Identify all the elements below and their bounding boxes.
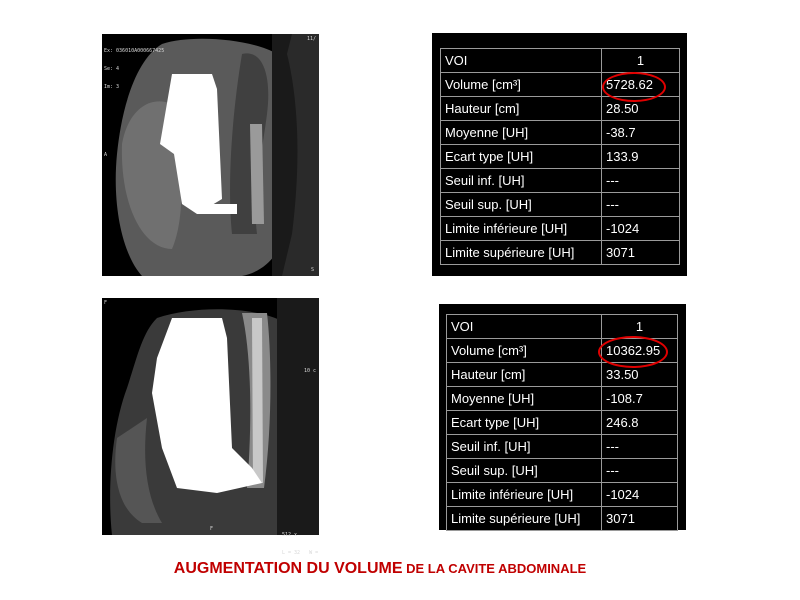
- table-row: [441, 217, 680, 241]
- row-label: Seuil sup. [UH]: [441, 193, 602, 217]
- row-label: Volume [cm³]: [441, 73, 602, 97]
- row-value: 5728.62: [602, 73, 680, 97]
- table-row: [441, 121, 680, 145]
- scan-overlay-line: Se: 4: [104, 66, 120, 72]
- table-row: [441, 169, 680, 193]
- row-value: -38.7: [602, 121, 680, 145]
- row-value: -108.7: [602, 387, 678, 411]
- row-label: Limite supérieure [UH]: [441, 241, 602, 265]
- row-label: Seuil inf. [UH]: [447, 435, 602, 459]
- row-label: Seuil sup. [UH]: [447, 459, 602, 483]
- scan-overlay-line: Im: 3: [104, 84, 120, 90]
- row-value: 246.8: [602, 411, 678, 435]
- table-row: [447, 507, 678, 531]
- table-row: [447, 459, 678, 483]
- row-value: ---: [602, 459, 678, 483]
- row-value: -1024: [602, 483, 678, 507]
- ct-scan-bottom-image: [102, 298, 319, 535]
- table-row: [447, 411, 678, 435]
- scan-side-label: F: [210, 526, 214, 532]
- scan-side-label: A: [104, 152, 108, 158]
- table-row: [441, 145, 680, 169]
- row-value: 3071: [602, 241, 680, 265]
- table-row: [447, 435, 678, 459]
- scan-overlay-line: Ex: 036010A000667425: [104, 48, 165, 54]
- table-row: [447, 483, 678, 507]
- ct-scan-top: [102, 34, 319, 276]
- scan-side-label: 11/: [307, 36, 317, 42]
- ct-scan-bottom: [102, 298, 319, 556]
- row-label: Limite inférieure [UH]: [441, 217, 602, 241]
- table-row: [447, 387, 678, 411]
- row-label: Ecart type [UH]: [441, 145, 602, 169]
- row-label: Moyenne [UH]: [447, 387, 602, 411]
- scan-readout-line: L = 32 W =: [282, 550, 319, 556]
- row-value: 133.9: [602, 145, 680, 169]
- caption-main: AUGMENTATION DU VOLUME: [173, 560, 403, 577]
- row-value: 28.50: [602, 97, 680, 121]
- table-row: [441, 193, 680, 217]
- table-header-label: VOI: [441, 49, 602, 73]
- scan-overlay-text: [104, 36, 164, 102]
- table-row: [441, 241, 680, 265]
- table-header-row: [447, 315, 678, 339]
- row-value: 10362.95: [602, 339, 678, 363]
- scan-readout-line: 512 x: [282, 532, 298, 538]
- row-label: Hauteur [cm]: [447, 363, 602, 387]
- volume-highlight-circle: [598, 336, 668, 368]
- scan-side-label: S: [311, 267, 315, 273]
- table-header-value: 1: [602, 315, 678, 339]
- row-label: Limite inférieure [UH]: [447, 483, 602, 507]
- row-value: ---: [602, 169, 680, 193]
- row-value: 33.50: [602, 363, 678, 387]
- volume-highlight-circle: [602, 72, 666, 102]
- row-label: Moyenne [UH]: [441, 121, 602, 145]
- row-label: Seuil inf. [UH]: [441, 169, 602, 193]
- table-header-row: [441, 49, 680, 73]
- row-value: ---: [602, 193, 680, 217]
- scan-side-label: F: [104, 300, 108, 306]
- table-header-value: 1: [602, 49, 680, 73]
- scan-side-label: 10 c: [304, 368, 317, 374]
- caption-secondary: DE LA CAVITE ABDOMINALE: [402, 561, 587, 576]
- table-header-label: VOI: [447, 315, 602, 339]
- caption: [0, 560, 760, 578]
- row-label: Volume [cm³]: [447, 339, 602, 363]
- row-label: Limite supérieure [UH]: [447, 507, 602, 531]
- row-value: 3071: [602, 507, 678, 531]
- row-value: -1024: [602, 217, 680, 241]
- row-value: ---: [602, 435, 678, 459]
- row-label: Ecart type [UH]: [447, 411, 602, 435]
- row-label: Hauteur [cm]: [441, 97, 602, 121]
